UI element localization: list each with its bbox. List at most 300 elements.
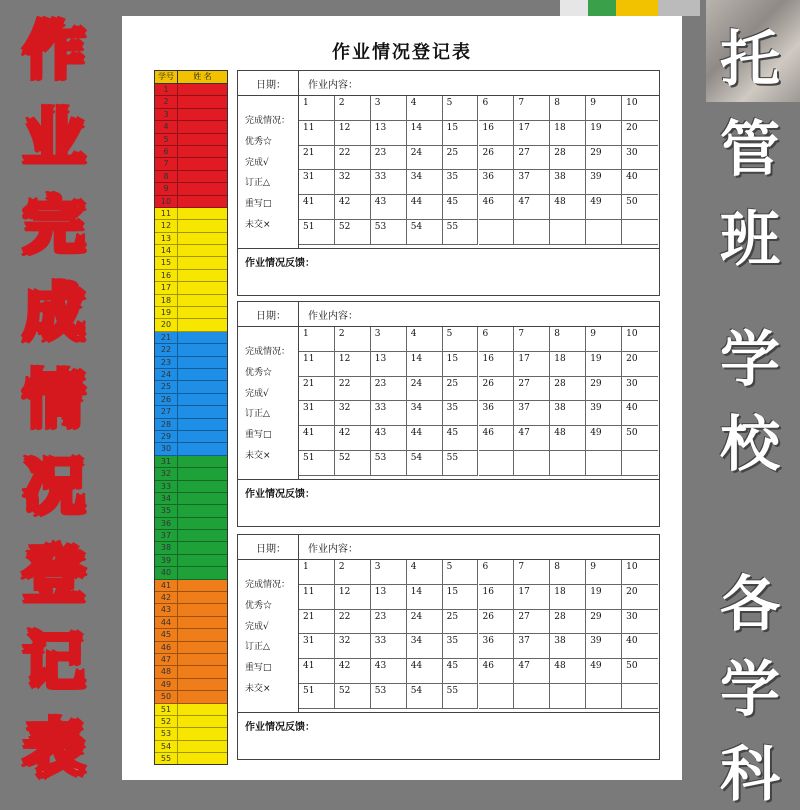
student-check-cell[interactable]: [299, 451, 335, 476]
student-check-cell[interactable]: [371, 146, 407, 171]
student-name-cell[interactable]: [178, 245, 227, 256]
homework-content-label[interactable]: 作业内容：: [308, 80, 358, 91]
student-check-cell[interactable]: [335, 634, 371, 659]
student-check-cell[interactable]: [550, 659, 586, 684]
student-name-cell[interactable]: [178, 493, 227, 504]
student-check-cell[interactable]: [407, 451, 443, 476]
cell-number: 14: [410, 586, 423, 597]
student-check-cell[interactable]: [299, 195, 335, 220]
student-check-cell[interactable]: [622, 327, 658, 352]
cell-number: 6: [482, 98, 489, 108]
student-name-cell[interactable]: [178, 183, 227, 194]
student-name-cell[interactable]: [178, 146, 227, 157]
student-name-cell[interactable]: [178, 753, 227, 764]
student-check-cell[interactable]: [586, 610, 622, 635]
student-name-cell[interactable]: [178, 344, 227, 355]
student-check-cell[interactable]: [443, 121, 479, 146]
student-check-cell[interactable]: [335, 220, 371, 245]
student-name-cell[interactable]: [178, 419, 227, 430]
student-check-cell[interactable]: [443, 195, 479, 220]
student-check-cell[interactable]: [407, 352, 443, 377]
student-name-cell[interactable]: [178, 592, 227, 603]
cell-number: 11: [303, 353, 315, 364]
student-check-cell[interactable]: [514, 146, 550, 171]
student-check-cell[interactable]: [550, 401, 586, 426]
student-check-cell[interactable]: [622, 610, 658, 635]
student-check-cell[interactable]: [479, 327, 515, 352]
student-check-cell[interactable]: [407, 195, 443, 220]
student-check-cell[interactable]: [371, 195, 407, 220]
student-check-cell[interactable]: [622, 659, 658, 684]
student-check-cell[interactable]: [550, 170, 586, 195]
student-check-cell[interactable]: [335, 585, 371, 610]
cell-number: 4: [410, 98, 417, 108]
student-check-cell[interactable]: [514, 585, 550, 610]
student-check-cell[interactable]: [335, 195, 371, 220]
student-name-cell[interactable]: [178, 654, 227, 665]
student-check-cell[interactable]: [514, 401, 550, 426]
student-check-cell[interactable]: [622, 352, 658, 377]
student-name-cell[interactable]: [178, 270, 227, 281]
student-check-cell[interactable]: [514, 96, 550, 121]
student-name-cell[interactable]: [178, 530, 227, 541]
student-check-cell[interactable]: [335, 121, 371, 146]
student-check-cell[interactable]: [371, 684, 407, 709]
student-check-cell[interactable]: [443, 377, 479, 402]
status-mark-label: 完成√: [245, 157, 269, 168]
student-check-cell[interactable]: [622, 377, 658, 402]
student-check-grid: [299, 327, 659, 477]
student-check-cell[interactable]: [371, 401, 407, 426]
roster-row: [155, 493, 227, 505]
student-number: 6: [155, 146, 178, 157]
student-check-cell[interactable]: [299, 327, 335, 352]
student-check-cell[interactable]: [299, 659, 335, 684]
student-check-cell: [550, 220, 586, 245]
cell-number: 2: [338, 98, 345, 108]
student-check-cell[interactable]: [514, 352, 550, 377]
cell-number: 41: [303, 197, 315, 208]
student-name-cell[interactable]: [178, 481, 227, 492]
student-check-cell[interactable]: [514, 170, 550, 195]
roster-row: [155, 468, 227, 480]
student-check-cell[interactable]: [299, 585, 335, 610]
student-check-cell[interactable]: [586, 659, 622, 684]
student-check-cell[interactable]: [479, 610, 515, 635]
student-number: 16: [155, 270, 178, 281]
student-check-cell[interactable]: [407, 659, 443, 684]
student-name-cell[interactable]: [178, 257, 227, 268]
student-check-cell[interactable]: [371, 659, 407, 684]
student-name-cell[interactable]: [178, 381, 227, 392]
cell-number: 19: [590, 586, 602, 597]
cell-number: 51: [303, 686, 315, 696]
cell-number: 15: [446, 353, 459, 364]
roster-row: [155, 431, 227, 443]
student-check-cell[interactable]: [407, 146, 443, 171]
student-name-cell[interactable]: [178, 282, 227, 293]
student-check-cell[interactable]: [622, 170, 658, 195]
student-name-cell[interactable]: [178, 307, 227, 318]
student-check-cell[interactable]: [622, 585, 658, 610]
student-name-cell[interactable]: [178, 96, 227, 107]
cell-number: 34: [410, 172, 423, 183]
student-number: 1: [155, 84, 178, 95]
right-caption-char: 校: [720, 410, 780, 480]
student-number: 41: [155, 580, 178, 591]
student-name-cell[interactable]: [178, 456, 227, 467]
student-check-cell[interactable]: [299, 560, 335, 585]
student-check-cell[interactable]: [586, 195, 622, 220]
student-check-cell[interactable]: [443, 146, 479, 171]
student-check-cell[interactable]: [479, 401, 515, 426]
student-check-cell[interactable]: [514, 610, 550, 635]
student-check-cell[interactable]: [299, 170, 335, 195]
student-number: 30: [155, 443, 178, 454]
student-check-cell[interactable]: [586, 634, 622, 659]
student-check-cell[interactable]: [335, 170, 371, 195]
cell-number: 2: [338, 329, 345, 339]
student-check-cell[interactable]: [335, 426, 371, 451]
student-check-cell[interactable]: [443, 684, 479, 709]
student-check-cell[interactable]: [622, 560, 658, 585]
student-check-cell[interactable]: [443, 220, 479, 245]
student-check-cell[interactable]: [407, 684, 443, 709]
student-check-cell[interactable]: [407, 401, 443, 426]
student-check-cell[interactable]: [371, 170, 407, 195]
cell-number: 30: [626, 611, 638, 622]
student-check-cell[interactable]: [335, 401, 371, 426]
student-check-cell[interactable]: [550, 327, 586, 352]
student-name-cell[interactable]: [178, 443, 227, 454]
student-check-cell[interactable]: [371, 451, 407, 476]
student-check-cell[interactable]: [514, 195, 550, 220]
student-check-cell[interactable]: [371, 610, 407, 635]
student-check-cell[interactable]: [371, 327, 407, 352]
student-check-cell: [550, 684, 586, 709]
student-check-cell[interactable]: [550, 195, 586, 220]
student-check-cell[interactable]: [586, 352, 622, 377]
student-name-cell[interactable]: [178, 468, 227, 479]
student-name-cell[interactable]: [178, 171, 227, 182]
student-check-cell[interactable]: [514, 659, 550, 684]
student-number: 53: [155, 728, 178, 739]
cell-number: 44: [410, 428, 423, 439]
student-name-cell[interactable]: [178, 394, 227, 405]
student-check-cell[interactable]: [371, 426, 407, 451]
student-check-cell[interactable]: [514, 327, 550, 352]
student-name-cell[interactable]: [178, 741, 227, 752]
cell-number: 49: [590, 428, 602, 439]
student-check-cell[interactable]: [479, 560, 515, 585]
student-check-cell[interactable]: [550, 560, 586, 585]
student-check-cell[interactable]: [407, 426, 443, 451]
cell-number: 3: [374, 98, 381, 108]
cell-number: 3: [374, 329, 381, 339]
student-name-cell[interactable]: [178, 84, 227, 95]
cell-number: 9: [590, 329, 596, 339]
student-check-cell[interactable]: [299, 146, 335, 171]
student-check-cell[interactable]: [586, 560, 622, 585]
student-check-cell[interactable]: [443, 560, 479, 585]
roster-row: [155, 344, 227, 356]
cell-number: 45: [446, 428, 459, 439]
student-check-cell[interactable]: [443, 451, 479, 476]
student-check-cell[interactable]: [299, 401, 335, 426]
cell-number: 7: [518, 329, 525, 339]
cell-number: 13: [374, 586, 387, 597]
cell-number: 1: [303, 98, 309, 108]
student-name-cell[interactable]: [178, 220, 227, 231]
student-name-cell[interactable]: [178, 580, 227, 591]
student-check-cell[interactable]: [299, 121, 335, 146]
student-check-cell[interactable]: [335, 327, 371, 352]
student-check-cell[interactable]: [407, 327, 443, 352]
student-check-cell[interactable]: [407, 220, 443, 245]
feedback-label[interactable]: 作业情况反馈：: [245, 489, 315, 500]
student-check-cell[interactable]: [371, 377, 407, 402]
student-check-cell[interactable]: [299, 426, 335, 451]
student-check-cell[interactable]: [479, 377, 515, 402]
student-name-cell[interactable]: [178, 109, 227, 120]
student-check-cell[interactable]: [479, 634, 515, 659]
student-check-cell[interactable]: [371, 634, 407, 659]
student-check-cell[interactable]: [299, 220, 335, 245]
left-caption-char: 成: [22, 275, 85, 349]
right-caption-char: 学: [720, 655, 780, 725]
student-check-cell[interactable]: [586, 327, 622, 352]
student-number: 43: [155, 604, 178, 615]
student-check-cell[interactable]: [407, 585, 443, 610]
roster-row: [155, 443, 227, 455]
student-check-cell[interactable]: [550, 352, 586, 377]
student-check-cell[interactable]: [299, 352, 335, 377]
homework-record-block: [237, 301, 660, 527]
date-label[interactable]: 日期：: [256, 80, 286, 91]
roster-row: [155, 642, 227, 654]
student-number: 44: [155, 617, 178, 628]
student-name-cell[interactable]: [178, 704, 227, 715]
student-check-cell[interactable]: [514, 377, 550, 402]
student-name-cell[interactable]: [178, 679, 227, 690]
student-check-cell[interactable]: [299, 96, 335, 121]
student-check-cell[interactable]: [371, 220, 407, 245]
student-check-cell[interactable]: [371, 352, 407, 377]
student-check-cell[interactable]: [586, 426, 622, 451]
student-name-cell[interactable]: [178, 233, 227, 244]
student-check-cell[interactable]: [335, 451, 371, 476]
cell-number: 22: [338, 611, 351, 622]
student-number: 34: [155, 493, 178, 504]
student-name-cell[interactable]: [178, 357, 227, 368]
student-name-cell[interactable]: [178, 431, 227, 442]
student-check-cell[interactable]: [443, 585, 479, 610]
student-check-cell[interactable]: [550, 377, 586, 402]
student-check-cell[interactable]: [514, 426, 550, 451]
student-check-cell[interactable]: [514, 121, 550, 146]
student-check-cell[interactable]: [622, 401, 658, 426]
student-check-cell[interactable]: [407, 560, 443, 585]
roster-row: [155, 654, 227, 666]
student-check-cell[interactable]: [407, 377, 443, 402]
student-check-cell[interactable]: [407, 170, 443, 195]
student-check-cell[interactable]: [586, 96, 622, 121]
student-name-cell[interactable]: [178, 567, 227, 578]
student-name-cell[interactable]: [178, 691, 227, 702]
student-check-cell[interactable]: [335, 352, 371, 377]
student-check-cell[interactable]: [443, 352, 479, 377]
status-mark-label: 订正△: [245, 178, 270, 189]
status-mark-label: 完成√: [245, 388, 269, 399]
student-check-cell[interactable]: [550, 146, 586, 171]
feedback-divider: [238, 248, 659, 249]
homework-content-label[interactable]: 作业内容：: [308, 544, 358, 555]
student-check-cell[interactable]: [443, 401, 479, 426]
student-name-cell[interactable]: [178, 728, 227, 739]
roster-row: [155, 753, 227, 764]
student-name-cell[interactable]: [178, 295, 227, 306]
student-name-cell[interactable]: [178, 716, 227, 727]
student-name-cell[interactable]: [178, 518, 227, 529]
student-check-cell[interactable]: [550, 585, 586, 610]
student-check-cell[interactable]: [550, 634, 586, 659]
roster-row: [155, 307, 227, 319]
student-check-cell[interactable]: [335, 560, 371, 585]
student-check-cell[interactable]: [299, 634, 335, 659]
student-check-cell[interactable]: [586, 401, 622, 426]
student-name-cell[interactable]: [178, 319, 227, 330]
student-check-cell[interactable]: [479, 121, 515, 146]
student-check-cell[interactable]: [586, 585, 622, 610]
feedback-label[interactable]: 作业情况反馈：: [245, 722, 315, 733]
student-check-cell[interactable]: [371, 121, 407, 146]
student-name-cell[interactable]: [178, 604, 227, 615]
student-check-cell[interactable]: [622, 146, 658, 171]
student-name-cell[interactable]: [178, 555, 227, 566]
student-check-cell[interactable]: [622, 634, 658, 659]
student-name-cell[interactable]: [178, 134, 227, 145]
student-check-cell[interactable]: [371, 560, 407, 585]
student-check-cell[interactable]: [335, 377, 371, 402]
student-check-cell[interactable]: [443, 170, 479, 195]
cell-number: 12: [338, 122, 351, 133]
student-check-cell[interactable]: [371, 585, 407, 610]
student-check-cell[interactable]: [443, 426, 479, 451]
student-name-cell[interactable]: [178, 617, 227, 628]
student-check-cell[interactable]: [407, 96, 443, 121]
student-check-cell[interactable]: [550, 426, 586, 451]
roster-row: [155, 146, 227, 158]
homework-content-label[interactable]: 作业内容：: [308, 311, 358, 322]
student-name-cell[interactable]: [178, 406, 227, 417]
cell-number: 24: [410, 611, 423, 622]
cell-number: 26: [482, 611, 494, 622]
student-check-cell[interactable]: [622, 96, 658, 121]
student-check-cell[interactable]: [335, 610, 371, 635]
cell-number: 40: [626, 636, 638, 647]
student-check-cell[interactable]: [586, 146, 622, 171]
cell-number: 17: [518, 353, 530, 364]
date-label[interactable]: 日期：: [256, 311, 286, 322]
student-check-cell[interactable]: [299, 684, 335, 709]
student-check-cell[interactable]: [335, 96, 371, 121]
student-check-cell[interactable]: [479, 426, 515, 451]
student-name-cell[interactable]: [178, 642, 227, 653]
student-check-cell[interactable]: [443, 659, 479, 684]
student-check-cell[interactable]: [335, 684, 371, 709]
cell-number: 11: [303, 586, 315, 597]
student-check-cell[interactable]: [299, 377, 335, 402]
student-check-cell[interactable]: [335, 146, 371, 171]
student-check-cell[interactable]: [622, 195, 658, 220]
student-name-cell[interactable]: [178, 666, 227, 677]
student-check-cell[interactable]: [443, 327, 479, 352]
cell-number: 19: [590, 122, 602, 133]
student-check-cell[interactable]: [514, 634, 550, 659]
feedback-label[interactable]: 作业情况反馈：: [245, 258, 315, 269]
student-name-cell[interactable]: [178, 121, 227, 132]
student-check-cell[interactable]: [479, 659, 515, 684]
student-name-cell[interactable]: [178, 505, 227, 516]
student-name-cell[interactable]: [178, 196, 227, 207]
roster-number-header: 学号: [155, 71, 178, 83]
student-check-cell[interactable]: [514, 560, 550, 585]
student-check-cell[interactable]: [622, 121, 658, 146]
student-check-cell[interactable]: [586, 121, 622, 146]
student-name-cell[interactable]: [178, 542, 227, 553]
student-name-cell[interactable]: [178, 208, 227, 219]
cell-number: 45: [446, 197, 459, 208]
student-check-cell[interactable]: [443, 96, 479, 121]
student-name-cell[interactable]: [178, 629, 227, 640]
student-check-cell[interactable]: [335, 659, 371, 684]
student-name-cell[interactable]: [178, 332, 227, 343]
student-check-cell[interactable]: [479, 352, 515, 377]
student-name-cell[interactable]: [178, 158, 227, 169]
cell-number: 25: [446, 378, 459, 389]
student-name-cell[interactable]: [178, 369, 227, 380]
date-label[interactable]: 日期：: [256, 544, 286, 555]
student-check-cell[interactable]: [407, 634, 443, 659]
student-check-cell[interactable]: [586, 170, 622, 195]
student-check-cell[interactable]: [479, 96, 515, 121]
student-check-cell[interactable]: [479, 585, 515, 610]
cell-number: 39: [590, 636, 602, 647]
student-check-cell[interactable]: [371, 96, 407, 121]
cell-number: 20: [626, 122, 638, 133]
student-check-cell[interactable]: [479, 195, 515, 220]
student-check-cell[interactable]: [479, 146, 515, 171]
student-check-cell[interactable]: [622, 426, 658, 451]
roster-row: [155, 295, 227, 307]
student-check-cell[interactable]: [550, 96, 586, 121]
cell-number: 22: [338, 378, 351, 389]
student-number: 20: [155, 319, 178, 330]
cell-number: 38: [554, 172, 566, 183]
student-check-cell[interactable]: [407, 121, 443, 146]
student-check-cell[interactable]: [586, 377, 622, 402]
student-check-cell[interactable]: [407, 610, 443, 635]
student-check-cell[interactable]: [443, 634, 479, 659]
student-check-cell[interactable]: [443, 610, 479, 635]
homework-record-block: [237, 70, 660, 296]
student-number: 50: [155, 691, 178, 702]
student-check-cell[interactable]: [479, 170, 515, 195]
student-check-cell[interactable]: [550, 610, 586, 635]
student-check-cell[interactable]: [299, 610, 335, 635]
roster-row: [155, 530, 227, 542]
student-check-cell[interactable]: [550, 121, 586, 146]
